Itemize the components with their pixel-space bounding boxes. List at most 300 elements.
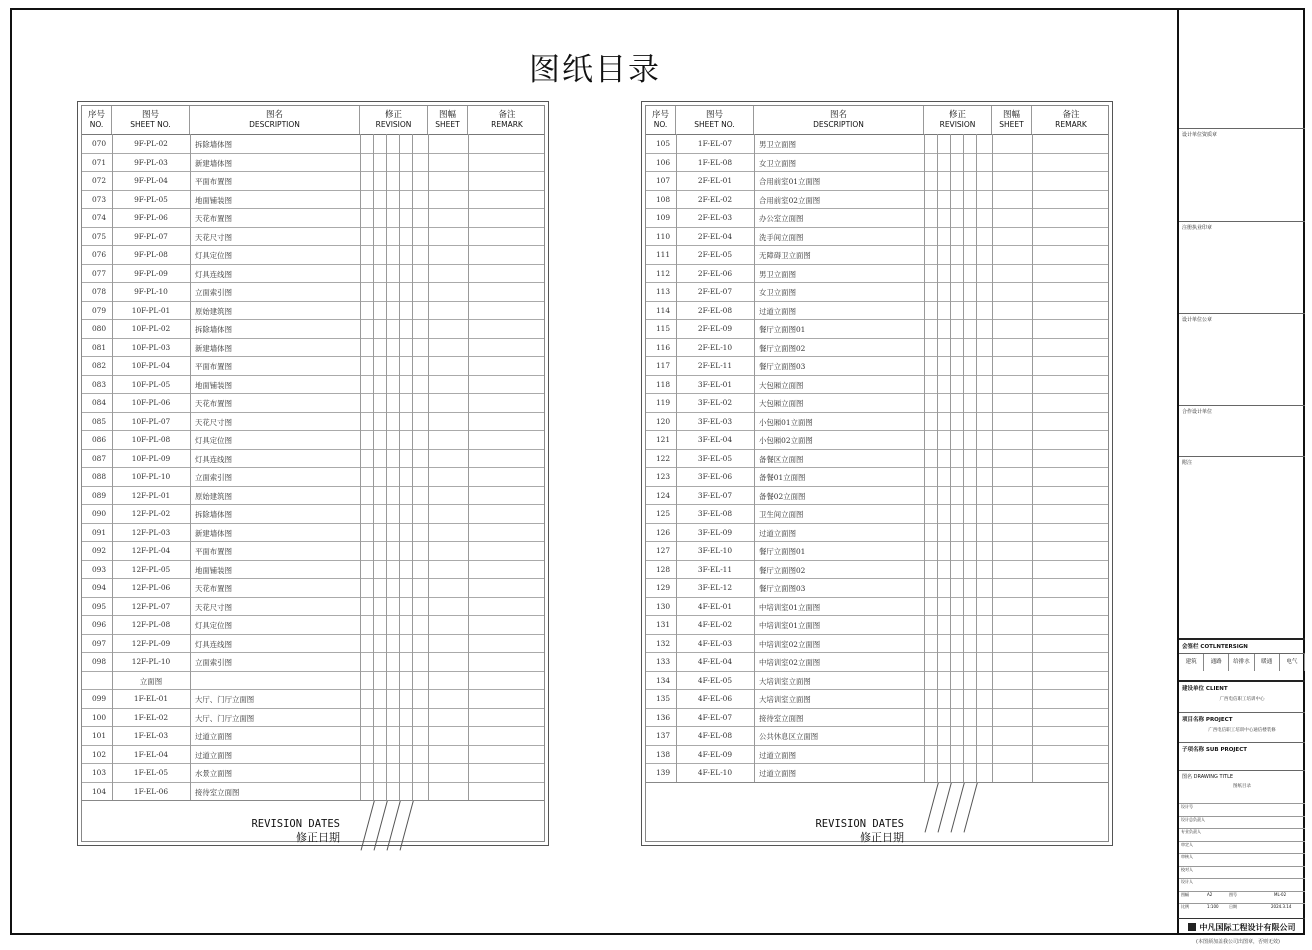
title-block (1177, 8, 1305, 935)
revision-subcolumn (963, 134, 964, 782)
table-row (82, 356, 544, 376)
revision-subcolumn (386, 134, 387, 800)
cell-ds: 灯具定位图 (195, 436, 232, 445)
cell-ds: 大培训室立面图 (759, 676, 811, 686)
cell-sh: 12F-PL-10 (131, 657, 171, 666)
header-remark-zh: 备注 (1062, 110, 1080, 120)
table-row (646, 171, 1108, 191)
revision-dates-label (232, 818, 340, 844)
cell-sh: 10F-PL-08 (131, 435, 171, 444)
revision-subcolumn (373, 134, 374, 800)
header-sheet (112, 106, 190, 134)
role-label: 设计总负责人 (1181, 816, 1205, 822)
table-row (82, 153, 544, 173)
cell-ds: 餐厅立面图02 (759, 343, 806, 353)
client-box (1179, 680, 1305, 712)
cell-sh: 3F-EL-06 (697, 472, 733, 481)
cooperation-label: 合作设计单位 (1182, 409, 1213, 415)
cell-sh: 2F-EL-06 (697, 268, 733, 278)
header-size-zh: 图幅 (1002, 110, 1020, 120)
cell-sh: 4F-EL-03 (697, 638, 733, 648)
table-row (646, 356, 1108, 376)
cell-sh: 12F-PL-09 (131, 638, 171, 648)
cell-sh: 9F-PL-05 (134, 194, 168, 204)
cell-no: 072 (91, 176, 107, 185)
cell-ds: 办公室立面图 (759, 214, 804, 223)
cell-no: 105 (655, 139, 671, 148)
project-box (1179, 712, 1305, 742)
role-label: 校对人 (1181, 866, 1193, 872)
cell-no: 083 (91, 379, 107, 389)
cell-ds: 过道立面图 (195, 732, 232, 741)
table-row (82, 615, 544, 635)
ratio-value: 1:100 (1207, 904, 1219, 909)
table-row (646, 245, 1108, 265)
cell-ds: 拆除墙体图 (195, 325, 232, 334)
cell-sh: 10F-PL-06 (131, 398, 171, 407)
cell-no: 079 (91, 305, 107, 315)
table-row (646, 578, 1108, 598)
table-row (82, 282, 544, 302)
notes-label: 附注 (1182, 460, 1193, 466)
cell-no: 126 (655, 527, 671, 537)
cell-ds: 原始建筑图 (195, 306, 232, 316)
cell-ds: 立面索引图 (195, 658, 232, 667)
revision-dates-zh: 修正日期 (296, 831, 340, 844)
cell-no: 084 (91, 398, 107, 407)
cell-ds: 女卫立面图 (759, 288, 796, 297)
table-row (82, 393, 544, 413)
header-rev-zh: 修正 (948, 110, 966, 120)
discipline-row (1179, 653, 1305, 671)
cell-no: 070 (91, 139, 107, 148)
table-row (82, 375, 544, 395)
cell-sh: 1F-EL-03 (133, 731, 169, 740)
design-seal-label: 设计单位资质章 (1182, 132, 1218, 138)
cell-ds: 大包厢立面图 (759, 380, 804, 390)
revision-dates-zh: 修正日期 (860, 831, 904, 844)
cell-ds: 合用前室02立面图 (759, 195, 821, 205)
table-row (646, 375, 1108, 395)
cell-sh: 10F-PL-09 (131, 453, 171, 463)
cell-sh: 3F-EL-11 (697, 564, 733, 574)
table-row (82, 671, 544, 691)
cell-ds: 洗手间立面图 (759, 232, 804, 242)
cell-no: 087 (91, 453, 107, 463)
cell-ds: 接待室立面图 (195, 787, 240, 797)
cell-ds: 过道立面图 (759, 750, 796, 760)
cell-ds: 餐厅立面图03 (759, 584, 806, 593)
cell-ds: 中培训室02立面图 (759, 639, 821, 649)
cell-no: 116 (655, 342, 671, 352)
table-row (646, 208, 1108, 228)
cell-sh: 12F-PL-02 (131, 509, 171, 518)
cell-no: 100 (91, 712, 107, 722)
discipline-cell: 电气 (1280, 654, 1305, 671)
table-row (646, 597, 1108, 617)
column-divider (1032, 134, 1033, 782)
table-row (646, 301, 1108, 321)
cell-sh: 2F-EL-03 (697, 213, 733, 222)
cell-no: 097 (91, 638, 107, 648)
cell-ds: 平面布置图 (195, 547, 232, 556)
cell-no: 117 (655, 361, 671, 370)
table-row (646, 412, 1108, 432)
table-row (646, 393, 1108, 413)
discipline-cell: 暖通 (1255, 654, 1280, 671)
cell-no: 131 (655, 620, 671, 629)
column-divider (428, 134, 429, 800)
registered-seal-label: 注册执业印章 (1182, 225, 1213, 231)
cell-sh: 1F-EL-07 (697, 139, 733, 148)
table-row (646, 652, 1108, 672)
cell-sh: 1F-EL-02 (133, 712, 169, 722)
cell-sh: 2F-EL-04 (697, 231, 733, 241)
column-divider (190, 134, 191, 800)
cell-no: 099 (91, 694, 107, 703)
cell-no: 127 (655, 546, 671, 555)
cell-ds: 原始建筑图 (195, 491, 232, 501)
cell-no: 129 (655, 583, 671, 592)
header-size-en: SHEET (435, 120, 460, 129)
table-row (82, 190, 544, 210)
role-label: 设计号 (1181, 804, 1193, 809)
cell-ds: 新建墙体图 (195, 528, 232, 538)
revision-slash (361, 800, 375, 850)
cell-no: 125 (655, 509, 671, 518)
revision-slash (387, 800, 401, 850)
cell-ds: 备餐区立面图 (759, 454, 804, 464)
role-label: 专业负责人 (1181, 829, 1201, 834)
page-title: 图纸目录 (529, 52, 661, 88)
cell-ds: 中培训室02立面图 (759, 658, 821, 667)
header-sheet-zh: 图号 (141, 110, 159, 120)
cell-ds: 餐厅立面图01 (759, 547, 806, 556)
cell-ds: 拆除墙体图 (195, 510, 232, 519)
date-label: 日期 (1229, 904, 1237, 909)
cell-no: 108 (655, 194, 671, 204)
table-row (82, 245, 544, 265)
cell-no: 089 (91, 490, 107, 500)
cell-no: 103 (91, 768, 107, 777)
cell-sh: 9F-PL-02 (134, 139, 168, 148)
table-row (82, 227, 544, 247)
cell-no: 133 (655, 657, 671, 666)
cell-ds: 灯具连线图 (195, 269, 232, 279)
column-divider (468, 134, 469, 800)
table-row (646, 689, 1108, 709)
column-divider (112, 134, 113, 800)
table-row (646, 523, 1108, 543)
table-body-left (81, 105, 545, 842)
cell-sh: 2F-EL-08 (697, 305, 733, 315)
cell-no: 121 (655, 435, 671, 444)
table-row (82, 634, 544, 654)
cell-sh: 3F-EL-09 (697, 527, 733, 537)
table-row (646, 430, 1108, 450)
cell-ds: 过道立面图 (759, 769, 796, 778)
header-desc (754, 106, 924, 134)
cell-no: 090 (91, 509, 107, 518)
scale-label: 图幅 (1181, 892, 1189, 897)
discipline-cell: 建筑 (1179, 654, 1204, 671)
cell-no: 081 (91, 342, 107, 352)
cell-no: 077 (91, 268, 107, 278)
column-divider (754, 134, 755, 782)
cell-sh: 12F-PL-04 (131, 546, 171, 555)
cell-ds: 过道立面图 (195, 750, 232, 760)
table-row (82, 597, 544, 617)
cell-sh: 10F-PL-07 (131, 416, 171, 426)
cell-sh: 3F-EL-05 (697, 453, 733, 463)
revision-slash (400, 800, 414, 850)
cell-no: 071 (91, 157, 107, 167)
cell-ds: 天花布置图 (195, 584, 232, 593)
header-size-en: SHEET (999, 120, 1024, 129)
cell-sh: 3F-EL-03 (697, 416, 733, 426)
table-row (82, 264, 544, 284)
table-row (646, 634, 1108, 654)
header-sheet-zh: 图号 (705, 110, 723, 120)
header-remark-en: REMARK (491, 120, 523, 129)
drawing-title-label: 图名 DRAWING TITLE (1182, 774, 1234, 780)
cell-sh: 9F-PL-10 (134, 287, 168, 296)
cosign-box (1179, 638, 1305, 652)
cell-no: 136 (655, 712, 671, 722)
cell-sh: 12F-PL-05 (131, 564, 171, 574)
role-label: 审定人 (1181, 841, 1193, 847)
table-row (646, 153, 1108, 173)
header-no (646, 106, 676, 134)
cell-sh: 3F-EL-04 (697, 435, 733, 444)
cell-ds: 女卫立面图 (759, 158, 796, 168)
cell-no: 115 (655, 324, 671, 333)
cell-no: 085 (91, 416, 107, 426)
notes-box (1179, 456, 1305, 636)
revision-subcolumn (950, 134, 951, 782)
table-row (646, 227, 1108, 247)
cell-no: 139 (655, 768, 671, 777)
cell-sh: 立面图 (139, 676, 163, 686)
column-divider (924, 134, 925, 782)
table-row (646, 671, 1108, 691)
role-row (1179, 853, 1305, 864)
cell-ds: 过道立面图 (759, 306, 796, 316)
table-row (646, 560, 1108, 580)
cell-ds: 新建墙体图 (195, 343, 232, 353)
cell-sh: 4F-EL-07 (697, 712, 733, 722)
cell-no: 106 (655, 157, 671, 167)
sheet-index-table-right (641, 101, 1113, 846)
cell-sh: 3F-EL-02 (697, 398, 733, 407)
header-size (992, 106, 1032, 134)
cell-sh: 10F-PL-10 (131, 472, 171, 481)
cell-no: 120 (655, 416, 671, 426)
cell-ds: 灯具定位图 (195, 621, 232, 630)
cell-no: 091 (91, 527, 107, 537)
cell-ds: 中培训室01立面图 (759, 602, 821, 612)
cell-no: 122 (655, 453, 671, 463)
header-remark (468, 106, 546, 134)
header-no-en: NO. (653, 120, 668, 129)
table-row (82, 726, 544, 746)
table-bottom-rule (82, 800, 544, 801)
table-row (82, 763, 544, 783)
cell-no: 092 (91, 546, 107, 555)
table-row (646, 615, 1108, 635)
cell-ds: 天花尺寸图 (195, 417, 232, 427)
company-name-text: 中凡国际工程设计有限公司 (1199, 923, 1296, 932)
cell-no: 124 (655, 490, 671, 500)
table-row (646, 745, 1108, 765)
header-remark (1032, 106, 1110, 134)
cell-ds: 大培训室立面图 (759, 695, 811, 704)
table-row (646, 319, 1108, 339)
cell-sh: 4F-EL-04 (697, 657, 733, 666)
cell-ds: 卫生间立面图 (759, 510, 804, 519)
cell-no: 130 (655, 601, 671, 611)
table-row (82, 689, 544, 709)
table-row (646, 708, 1108, 728)
role-row (1179, 866, 1305, 877)
cell-sh: 4F-EL-08 (697, 731, 733, 740)
cell-ds: 地面铺装图 (195, 195, 232, 205)
table-row (82, 301, 544, 321)
cell-ds: 地面铺装图 (195, 565, 232, 575)
cell-sh: 10F-PL-03 (131, 342, 171, 352)
cell-ds: 餐厅立面图01 (759, 325, 806, 334)
cell-ds: 水景立面图 (195, 769, 232, 778)
cell-ds: 天花尺寸图 (195, 232, 232, 242)
table-row (82, 782, 544, 802)
discipline-cell: 给排水 (1229, 654, 1254, 671)
cell-ds: 灯具连线图 (195, 454, 232, 464)
cell-no: 123 (655, 472, 671, 481)
sheet-index-table-left (77, 101, 549, 846)
header-desc-en: DESCRIPTION (813, 120, 864, 129)
cell-no: 118 (655, 379, 671, 389)
cell-ds: 小包厢02立面图 (759, 436, 813, 445)
cell-no: 098 (91, 657, 107, 666)
cell-sh: 4F-EL-05 (697, 675, 733, 685)
header-no-zh: 序号 (651, 110, 669, 120)
cell-sh: 2F-EL-11 (697, 361, 733, 370)
cell-sh: 3F-EL-08 (697, 509, 733, 518)
cell-ds: 天花尺寸图 (195, 602, 232, 612)
role-row (1179, 828, 1305, 839)
cell-no: 128 (655, 564, 671, 574)
subproject-box (1179, 742, 1305, 770)
header-rev-en: REVISION (939, 120, 976, 129)
role-label: 设计人 (1181, 879, 1193, 884)
cell-ds: 餐厅立面图02 (759, 565, 806, 575)
cell-sh: 3F-EL-10 (697, 546, 733, 555)
table-row (646, 449, 1108, 469)
cell-sh: 4F-EL-10 (697, 768, 733, 777)
cell-no: 109 (655, 213, 671, 222)
cell-no: 088 (91, 472, 107, 481)
table-row (646, 486, 1108, 506)
revision-dates-en: REVISION DATES (251, 818, 340, 830)
cell-sh: 4F-EL-06 (697, 694, 733, 703)
table-row (646, 763, 1108, 783)
table-row (82, 467, 544, 487)
cell-sh: 9F-PL-07 (134, 231, 168, 241)
cell-no: 138 (655, 749, 671, 759)
client-label: 建设单位 CLIENT (1182, 686, 1228, 692)
cell-ds: 地面铺装图 (195, 380, 232, 390)
cell-ds: 大厅、门厅立面图 (195, 713, 255, 723)
table-row (82, 523, 544, 543)
cell-ds: 大厅、门厅立面图 (195, 695, 255, 704)
table-row (646, 190, 1108, 210)
column-divider (676, 134, 677, 782)
cell-no: 076 (91, 250, 107, 259)
table-row (82, 171, 544, 191)
table-row (646, 467, 1108, 487)
cell-ds: 合用前室01立面图 (759, 177, 821, 186)
header-sheet-en: SHEET NO. (694, 120, 735, 129)
cell-sh: 2F-EL-07 (697, 287, 733, 296)
role-label: 审核人 (1181, 854, 1193, 859)
cell-ds: 无障碍卫立面图 (759, 251, 811, 260)
cell-no: 094 (91, 583, 107, 592)
cell-no: 135 (655, 694, 671, 703)
table-bottom-rule (646, 782, 1108, 783)
column-divider (360, 134, 361, 800)
cell-no: 134 (655, 675, 671, 685)
role-row (1179, 803, 1305, 814)
drawing-title-box (1179, 770, 1305, 800)
cosign-label: 会签栏 COTLNTERSIGN (1182, 644, 1248, 650)
header-rev-en: REVISION (375, 120, 412, 129)
table-row (82, 541, 544, 561)
registered-seal-box (1179, 221, 1305, 313)
cell-sh: 9F-PL-09 (134, 268, 168, 278)
table-row (646, 338, 1108, 358)
cell-no: 078 (91, 287, 107, 296)
revision-subcolumn (399, 134, 400, 800)
cell-ds: 平面布置图 (195, 362, 232, 371)
cell-sh: 3F-EL-01 (697, 379, 733, 389)
cell-sh: 2F-EL-02 (697, 194, 733, 204)
header-sheet (676, 106, 754, 134)
ratio-row (1179, 903, 1305, 915)
design-seal-box (1179, 128, 1305, 223)
header-desc (190, 106, 360, 134)
cell-ds: 公共休息区立面图 (759, 732, 819, 741)
cell-sh: 3F-EL-07 (697, 490, 733, 500)
cell-no: 119 (655, 398, 671, 407)
cell-ds: 天花布置图 (195, 214, 232, 223)
header-no (82, 106, 112, 134)
revision-subcolumn (976, 134, 977, 782)
role-row (1179, 816, 1305, 827)
scale-row (1179, 891, 1305, 903)
cell-sh: 2F-EL-10 (697, 342, 733, 352)
drawing-title-value: 图纸目录 (1233, 784, 1251, 789)
cooperation-box (1179, 405, 1305, 455)
table-row (82, 486, 544, 506)
table-body-right (645, 105, 1109, 842)
table-row (646, 282, 1108, 302)
cell-ds: 立面索引图 (195, 288, 232, 297)
cell-ds: 灯具连线图 (195, 639, 232, 649)
cell-sh: 1F-EL-08 (697, 157, 733, 167)
cell-no: 137 (655, 731, 671, 740)
header-desc-zh: 图名 (265, 110, 283, 120)
table-header (646, 106, 1108, 135)
